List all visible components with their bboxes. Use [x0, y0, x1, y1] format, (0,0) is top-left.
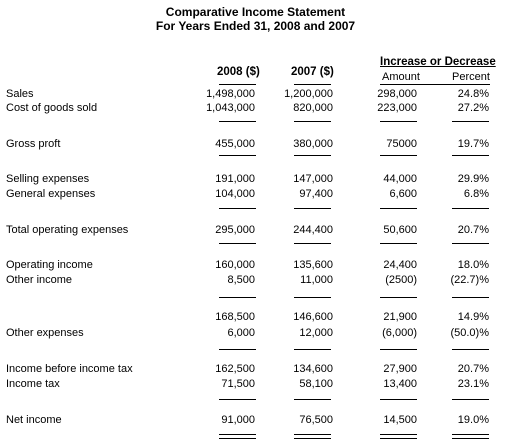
header-underline-2007	[294, 84, 331, 85]
column-rule	[294, 399, 331, 400]
row-label: Selling expenses	[6, 173, 90, 185]
cell-amount: 13,400	[383, 378, 417, 390]
column-rule	[380, 243, 417, 244]
column-rule	[219, 208, 256, 209]
cell-percent: 19.0%	[457, 414, 489, 426]
column-rule	[294, 349, 331, 350]
column-rule	[294, 155, 331, 156]
column-rule	[452, 399, 489, 400]
header-percent: Percent	[452, 71, 490, 83]
cell-amount: 298,000	[377, 88, 417, 100]
cell-amount: 14,500	[383, 414, 417, 426]
column-rule	[219, 121, 256, 122]
cell-v2007: 1,200,000	[284, 88, 333, 100]
cell-v2008: 8,500	[227, 274, 255, 286]
cell-v2008: 6,000	[227, 327, 255, 339]
cell-percent: (22.7)%	[450, 274, 489, 286]
cell-v2007: 12,000	[299, 327, 333, 339]
cell-v2008: 168,500	[215, 311, 255, 323]
column-rule	[219, 243, 256, 244]
cell-v2007: 820,000	[293, 102, 333, 114]
column-rule	[452, 243, 489, 244]
cell-v2007: 147,000	[293, 173, 333, 185]
cell-v2008: 455,000	[215, 138, 255, 150]
cell-percent: (50.0)%	[450, 327, 489, 339]
cell-amount: 50,600	[383, 224, 417, 236]
column-rule	[452, 434, 489, 435]
header-underline-2008	[219, 84, 256, 85]
row-label: Net income	[6, 414, 62, 426]
column-rule	[380, 438, 417, 439]
column-rule	[294, 121, 331, 122]
row-label: General expenses	[6, 188, 96, 200]
column-rule	[452, 438, 489, 439]
cell-percent: 23.1%	[457, 378, 489, 390]
column-rule	[219, 349, 256, 350]
column-rule	[294, 438, 331, 439]
cell-v2008: 91,000	[221, 414, 255, 426]
cell-v2007: 135,600	[293, 259, 333, 271]
column-rule	[380, 121, 417, 122]
column-rule	[380, 297, 417, 298]
header-2008: 2008 ($)	[217, 66, 260, 78]
statement-title: Comparative Income Statement	[165, 5, 346, 19]
cell-v2007: 58,100	[299, 378, 333, 390]
cell-amount: 44,000	[383, 173, 417, 185]
row-label: Income tax	[6, 378, 60, 390]
header-increase-decrease: Increase or Decrease	[380, 56, 496, 68]
column-rule	[380, 399, 417, 400]
cell-amount: 75000	[386, 138, 417, 150]
column-rule	[452, 349, 489, 350]
column-rule	[380, 208, 417, 209]
cell-percent: 18.0%	[457, 259, 489, 271]
column-rule	[219, 155, 256, 156]
row-label: Income before income tax	[6, 363, 133, 375]
cell-v2008: 1,043,000	[206, 102, 255, 114]
column-rule	[452, 208, 489, 209]
column-rule	[380, 434, 417, 435]
column-rule	[294, 208, 331, 209]
cell-percent: 29.9%	[457, 173, 489, 185]
cell-v2008: 191,000	[215, 173, 255, 185]
row-label: Other income	[6, 274, 73, 286]
cell-v2007: 97,400	[299, 188, 333, 200]
column-rule	[219, 434, 256, 435]
column-rule	[294, 434, 331, 435]
cell-amount: 27,900	[383, 363, 417, 375]
cell-v2007: 76,500	[299, 414, 333, 426]
column-rule	[219, 438, 256, 439]
cell-v2007: 146,600	[293, 311, 333, 323]
column-rule	[294, 297, 331, 298]
header-amount: Amount	[382, 71, 420, 83]
cell-amount: 6,600	[389, 188, 417, 200]
column-rule	[452, 297, 489, 298]
row-label: Sales	[6, 88, 34, 100]
cell-amount: (6,000)	[382, 327, 417, 339]
column-rule	[380, 155, 417, 156]
cell-amount: 223,000	[377, 102, 417, 114]
cell-percent: 6.8%	[463, 188, 489, 200]
column-rule	[380, 349, 417, 350]
cell-percent: 27.2%	[457, 102, 489, 114]
row-label: Total operating expenses	[6, 224, 129, 236]
cell-amount: 24,400	[383, 259, 417, 271]
column-rule	[452, 155, 489, 156]
row-label: Other expenses	[6, 327, 84, 339]
cell-amount: (2500)	[385, 274, 417, 286]
cell-v2008: 104,000	[215, 188, 255, 200]
cell-v2008: 160,000	[215, 259, 255, 271]
cell-v2008: 1,498,000	[206, 88, 255, 100]
cell-percent: 19.7%	[457, 138, 489, 150]
cell-v2008: 71,500	[221, 378, 255, 390]
column-rule	[219, 297, 256, 298]
cell-v2007: 11,000	[300, 274, 333, 286]
cell-percent: 20.7%	[457, 224, 489, 236]
cell-amount: 21,900	[383, 311, 417, 323]
cell-percent: 20.7%	[457, 363, 489, 375]
cell-percent: 14.9%	[457, 311, 489, 323]
cell-v2008: 295,000	[215, 224, 255, 236]
row-label: Operating income	[6, 259, 93, 271]
cell-v2007: 134,600	[293, 363, 333, 375]
cell-percent: 24.8%	[457, 88, 489, 100]
row-label: Gross proft	[6, 138, 61, 150]
row-label: Cost of goods sold	[6, 102, 98, 114]
column-rule	[452, 121, 489, 122]
cell-v2007: 380,000	[293, 138, 333, 150]
cell-v2007: 244,400	[293, 224, 333, 236]
cell-v2008: 162,500	[215, 363, 255, 375]
header-underline-change	[380, 84, 490, 85]
header-2007: 2007 ($)	[291, 66, 334, 78]
statement-subtitle: For Years Ended 31, 2008 and 2007	[155, 19, 356, 33]
column-rule	[294, 243, 331, 244]
column-rule	[219, 399, 256, 400]
